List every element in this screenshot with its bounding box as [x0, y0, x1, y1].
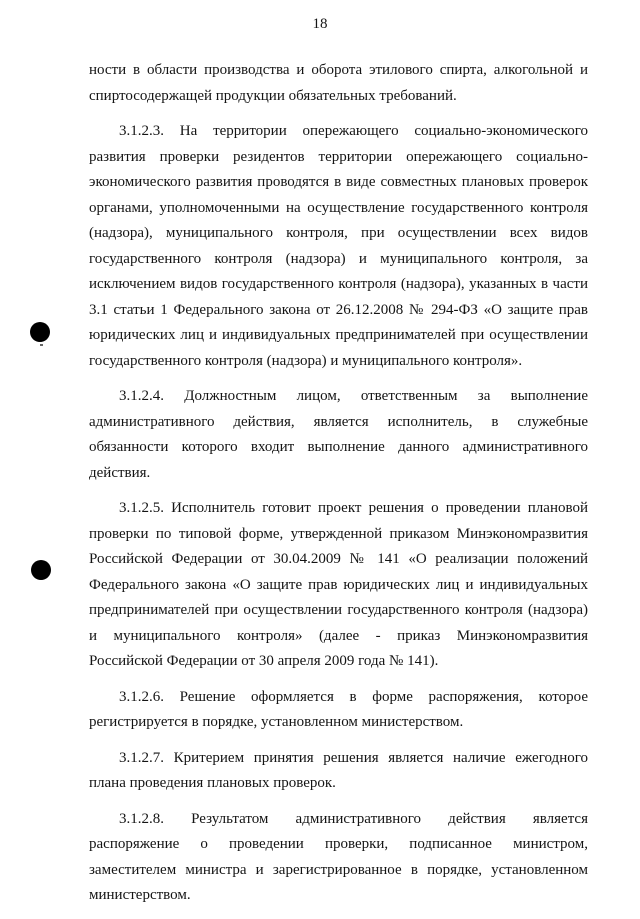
paragraph-3-1-2-7: 3.1.2.7. Критерием принятия решения является наличие ежегодного плана проведения плановых проверок.	[89, 749, 588, 791]
page-number: 18	[312, 16, 328, 32]
punch-hole-top	[30, 322, 50, 342]
paragraph-3-1-2-8: 3.1.2.8. Результатом административного действия является распоряжение о проведении проверки, подписанное министром, заместителем министра и зарегистрированное в порядке, установленном министерством.	[89, 810, 588, 903]
paragraph-3-1-2-4: 3.1.2.4. Должностным лицом, ответственным за выполнение административного действия, является исполнитель, в служебные обязанности которого входит выполнение данного административного действия.	[89, 388, 588, 481]
paragraph-3-1-2-5: 3.1.2.5. Исполнитель готовит проект решения о проведении плановой проверки по типовой форме, утвержденной приказом Минэкономразвития Российской Федерации от 30.04.2009 № 141 «О реализации положений Федерального закона «О защите прав юридических лиц и индивидуальных предпринимателей при осуществлении государственного контроля (надзора) и муниципального контроля» (далее - приказ Минэкономразвития Российской Федерации от 30 апреля 2009 года № 141).	[89, 500, 588, 669]
document-body	[89, 58, 588, 919]
punch-hole-bottom	[31, 560, 51, 580]
paragraph-continuation: ности в области производства и оборота этилового спирта, алкогольной и спиртосодержащей продукции обязательных требований.	[89, 62, 588, 104]
paragraph-3-1-2-3: 3.1.2.3. На территории опережающего социально-экономического развития проверки резидентов территории опережающего социально-экономического развития проводятся в виде совместных плановых проверок органами, уполномоченными на осуществление государственного контроля (надзора), муниципального контроля, при осуществлении всех видов государственного контроля (надзора) и муниципального контроля, за исключением видов государственного контроля (надзора), указанных в части 3.1 статьи 1 Федерального закона от 26.12.2008 № 294-ФЗ «О защите прав юридических лиц и индивидуальных предпринимателей при осуществлении государственного контроля (надзора) и муниципального контроля».	[89, 123, 588, 369]
scan-speck	[40, 344, 43, 346]
paragraph-3-1-2-6: 3.1.2.6. Решение оформляется в форме распоряжения, которое регистрируется в порядке, установленном министерством.	[89, 688, 588, 730]
